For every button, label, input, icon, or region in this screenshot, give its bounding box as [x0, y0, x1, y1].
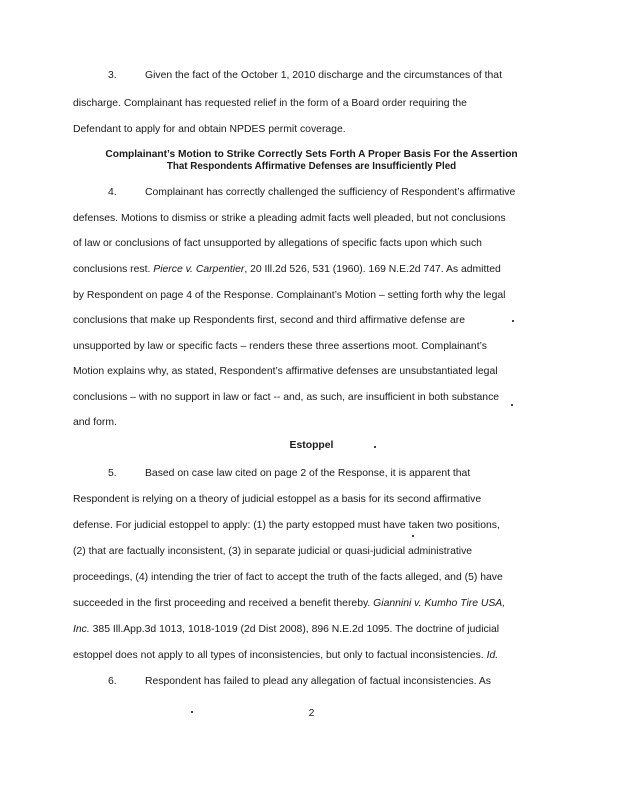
para5-line-4: (2) that are factually inconsistent, (3) in separate judicial or quasi-judicial administrative [73, 546, 473, 557]
para6-number: 6. [108, 676, 117, 687]
section-heading-motion-to-strike-line-2: That Respondents Affirmative Defenses are Insufficiently Pled [166, 161, 457, 172]
para3-line-2: discharge. Complainant has requested relief in the form of a Board order requiring the [73, 98, 467, 109]
section-heading-estoppel: Estoppel [289, 440, 334, 451]
para3-text-1: Given the fact of the October 1, 2010 discharge and the circumstances of that [145, 70, 502, 81]
para5-text-1: Based on case law cited on page 2 of the Response, it is apparent that [145, 468, 471, 479]
para4-line-9: conclusions – with no support in law or fact -- and, as such, are insufficient in both substance [73, 392, 500, 403]
scan-speck [374, 446, 376, 448]
para3-line-3: Defendant to apply for and obtain NPDES permit coverage. [73, 124, 346, 135]
scan-speck [512, 320, 514, 322]
case-citation-giannini: Giannini v. Kumho Tire USA, [373, 598, 506, 609]
page-number: 2 [308, 708, 315, 719]
case-citation-giannini-inc: Inc. [73, 624, 90, 635]
scan-speck [511, 404, 513, 406]
para5-line-2: Respondent is relying on a theory of judicial estoppel as a basis for its second affirmative [73, 494, 482, 505]
para5-text-6a: succeeded in the first proceeding and received a benefit thereby. [73, 598, 374, 609]
para4-text-1: Complainant has correctly challenged the sufficiency of Respondent’s affirmative [145, 187, 516, 198]
para5-line-8 [73, 650, 498, 661]
para4-line-4 [73, 264, 501, 275]
scan-speck [191, 711, 193, 713]
para4-text-4a: conclusions rest. [73, 264, 154, 275]
para4-line-8: Motion explains why, as stated, Respondent’s affirmative defenses are unsubstantiated legal [73, 366, 498, 377]
para4-line-10: and form. [73, 417, 117, 428]
scan-speck [412, 535, 414, 537]
para4-line-7: unsupported by law or specific facts – renders these three assertions moot. Complainant’s [73, 341, 487, 352]
para6-text-1: Respondent has failed to plead any allegation of factual inconsistencies. As [145, 676, 492, 687]
para4-line-1 [108, 187, 515, 198]
para3-number: 3. [108, 70, 117, 81]
para4-number: 4. [108, 187, 117, 198]
para5-line-5: proceedings, (4) intending the trier of fact to accept the truth of the facts alleged, and (5) have [73, 572, 503, 583]
para4-line-2: defenses. Motions to dismiss or strike a pleading admit facts well pleaded, but not conclusions [73, 213, 506, 224]
para4-line-6: conclusions that make up Respondents first, second and third affirmative defense are [73, 315, 465, 326]
section-heading-motion-to-strike: Complainant’s Motion to Strike Correctly Sets Forth A Proper Basis For the Assertion [105, 149, 518, 160]
para4-line-3: of law or conclusions of fact unsupported by allegations of specific facts upon which such [73, 238, 482, 249]
citation-id: Id. [486, 650, 499, 661]
para6-line-1 [108, 676, 491, 687]
para5-line-6 [73, 598, 505, 609]
para4-text-4b: , 20 Ill.2d 526, 531 (1960). 169 N.E.2d 747. As admitted [244, 264, 501, 275]
para5-text-8a: estoppel does not apply to all types of inconsistencies, but only to factual inconsistencies. [73, 650, 487, 661]
para5-line-1 [108, 468, 470, 479]
para5-number: 5. [108, 468, 117, 479]
para5-line-3: defense. For judicial estoppel to apply: (1) the party estopped must have taken two positions, [73, 520, 500, 531]
case-citation-pierce: Pierce v. Carpentier [153, 264, 245, 275]
para3-line-1 [108, 70, 502, 81]
para4-line-5: by Respondent on page 4 of the Response. Complainant’s Motion – setting forth why the legal [73, 290, 506, 301]
para5-text-7b: 385 Ill.App.3d 1013, 1018-1019 (2d Dist 2008), 896 N.E.2d 1095. The doctrine of judicial [89, 624, 500, 635]
para5-line-7 [73, 624, 499, 635]
